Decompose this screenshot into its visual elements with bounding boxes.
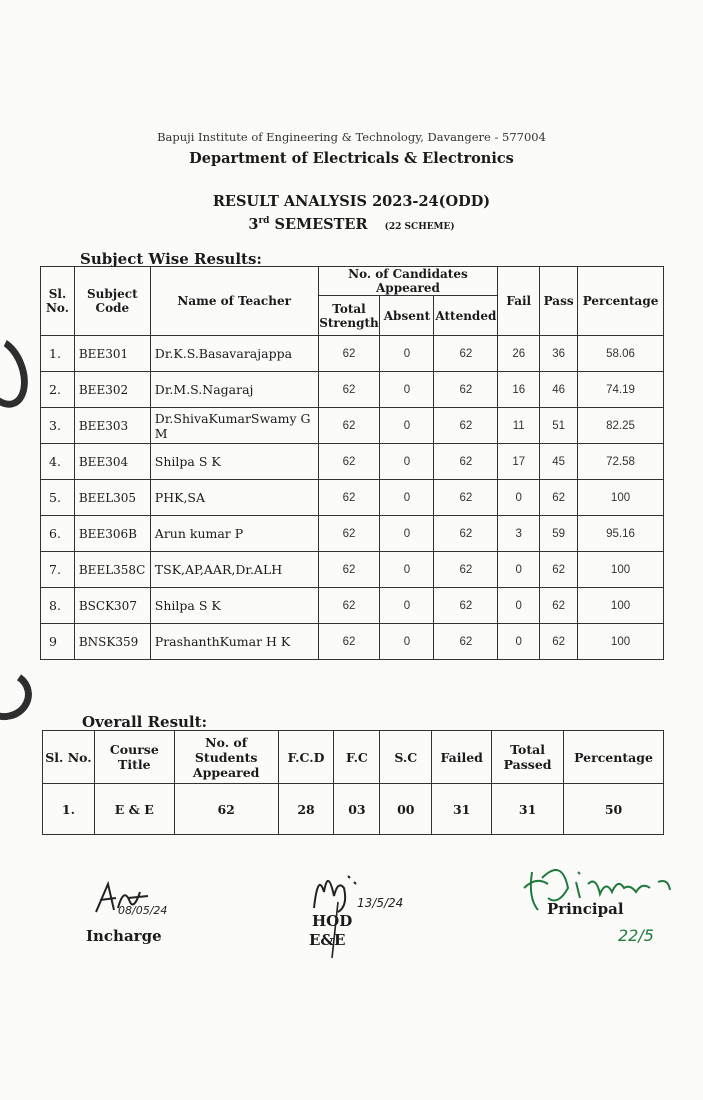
row-percentage: 95.16 [578,516,664,552]
row-absent: 0 [380,552,434,588]
row-teacher: Dr.K.S.Basavarajappa [150,336,318,372]
row-teacher: PHK,SA [150,480,318,516]
col-percentage: Percentage [578,267,664,336]
row-attended: 62 [434,408,498,444]
col-attended: Attended [434,296,498,336]
overall-sc: 00 [380,784,432,835]
overall-col-percentage: Percentage [564,731,664,784]
binder-ring-bottom [0,666,36,725]
semester-suffix: rd [258,216,270,227]
subject-section-heading: Subject Wise Results: [80,250,262,268]
row-attended: 62 [434,516,498,552]
incharge-label: Incharge [86,927,162,945]
table-row [41,552,664,588]
overall-course: E & E [94,784,174,835]
row-percentage: 82.25 [578,408,664,444]
row-pass: 62 [540,588,578,624]
row-percentage: 100 [578,552,664,588]
row-fail: 17 [498,444,540,480]
col-subject-code: Subject Code [74,267,150,336]
row-fail: 3 [498,516,540,552]
row-absent: 0 [380,372,434,408]
table-row [41,516,664,552]
row-absent: 0 [380,408,434,444]
row-percentage: 72.58 [578,444,664,480]
row-percentage: 100 [578,624,664,660]
semester-line [0,216,703,233]
row-teacher: Dr.M.S.Nagaraj [150,372,318,408]
table-row [41,336,664,372]
row-total-strength: 62 [318,588,380,624]
overall-col-passed: Total Passed [492,731,564,784]
row-attended: 62 [434,588,498,624]
table-row [41,480,664,516]
row-sl: 1. [41,336,75,372]
row-total-strength: 62 [318,372,380,408]
row-pass: 62 [540,552,578,588]
row-absent: 0 [380,444,434,480]
row-teacher: Dr.ShivaKumarSwamy G M [150,408,318,444]
overall-section-heading: Overall Result: [82,713,208,731]
table-row [41,588,664,624]
row-total-strength: 62 [318,408,380,444]
semester-word: SEMESTER [274,216,368,233]
row-fail: 26 [498,336,540,372]
overall-col-course: Course Title [94,731,174,784]
overall-failed: 31 [432,784,492,835]
row-pass: 51 [540,408,578,444]
overall-sl: 1. [43,784,95,835]
department-name: Department of Electricals & Electronics [189,150,514,167]
row-total-strength: 62 [318,516,380,552]
row-total-strength: 62 [318,552,380,588]
hod-dept: E&E [309,931,346,949]
document-title: RESULT ANALYSIS 2023-24(ODD) [212,193,491,210]
row-subject-code: BEE301 [74,336,150,372]
row-sl: 8. [41,588,75,624]
row-teacher: TSK,AP,AAR,Dr.ALH [150,552,318,588]
row-pass: 62 [540,624,578,660]
table-row [41,372,664,408]
row-percentage: 74.19 [578,372,664,408]
row-absent: 0 [380,588,434,624]
table-row [41,444,664,480]
principal-date: 22/5 [618,926,654,945]
row-total-strength: 62 [318,624,380,660]
row-subject-code: BEE306B [74,516,150,552]
row-teacher: Shilpa S K [150,588,318,624]
row-sl: 2. [41,372,75,408]
row-pass: 36 [540,336,578,372]
row-subject-code: BNSK359 [74,624,150,660]
col-pass: Pass [540,267,578,336]
row-fail: 11 [498,408,540,444]
row-teacher: Arun kumar P [150,516,318,552]
col-candidates-appeared: No. of Candidates Appeared [318,267,498,296]
row-attended: 62 [434,336,498,372]
row-sl: 5. [41,480,75,516]
overall-col-sc: S.C [380,731,432,784]
row-fail: 0 [498,552,540,588]
col-teacher: Name of Teacher [150,267,318,336]
row-sl: 9 [41,624,75,660]
overall-col-failed: Failed [432,731,492,784]
row-sl: 6. [41,516,75,552]
row-total-strength: 62 [318,480,380,516]
row-attended: 62 [434,624,498,660]
row-pass: 62 [540,480,578,516]
overall-passed: 31 [492,784,564,835]
table-row [41,408,664,444]
binder-ring-top [0,329,37,415]
row-percentage: 100 [578,588,664,624]
overall-appeared: 62 [174,784,278,835]
row-pass: 46 [540,372,578,408]
row-sl: 7. [41,552,75,588]
institute-name: Bapuji Institute of Engineering & Technology, Davangere - 577004 [157,130,546,144]
row-absent: 0 [380,480,434,516]
overall-col-fc: F.C [334,731,380,784]
row-pass: 59 [540,516,578,552]
row-attended: 62 [434,372,498,408]
row-teacher: PrashanthKumar H K [150,624,318,660]
row-absent: 0 [380,516,434,552]
row-percentage: 100 [578,480,664,516]
scheme-label: (22 SCHEME) [384,222,455,232]
table-row [41,624,664,660]
row-attended: 62 [434,552,498,588]
overall-fc: 03 [334,784,380,835]
overall-col-fcd: F.C.D [278,731,334,784]
incharge-date: 08/05/24 [118,904,168,917]
row-fail: 16 [498,372,540,408]
overall-results-table [42,730,664,835]
row-subject-code: BEE303 [74,408,150,444]
col-total-strength: Total Strength [318,296,380,336]
row-subject-code: BEE304 [74,444,150,480]
row-attended: 62 [434,480,498,516]
row-fail: 0 [498,480,540,516]
col-fail: Fail [498,267,540,336]
row-subject-code: BSCK307 [74,588,150,624]
row-percentage: 58.06 [578,336,664,372]
overall-fcd: 28 [278,784,334,835]
row-subject-code: BEEL305 [74,480,150,516]
row-subject-code: BEEL358C [74,552,150,588]
overall-percentage: 50 [564,784,664,835]
row-teacher: Shilpa S K [150,444,318,480]
semester-number: 3 [248,216,259,233]
subject-results-table [40,266,664,660]
col-absent: Absent [380,296,434,336]
row-pass: 45 [540,444,578,480]
principal-label: Principal [547,900,624,918]
row-absent: 0 [380,336,434,372]
overall-row [43,784,664,835]
overall-col-sl: Sl. No. [43,731,95,784]
row-subject-code: BEE302 [74,372,150,408]
col-sl: Sl. No. [41,267,75,336]
row-total-strength: 62 [318,444,380,480]
row-sl: 4. [41,444,75,480]
overall-col-appeared: No. of Students Appeared [174,731,278,784]
row-fail: 0 [498,588,540,624]
row-fail: 0 [498,624,540,660]
row-total-strength: 62 [318,336,380,372]
row-sl: 3. [41,408,75,444]
hod-signature-stroke [328,900,342,960]
hod-label: HOD [312,912,353,930]
hod-date: 13/5/24 [357,896,404,910]
row-absent: 0 [380,624,434,660]
row-attended: 62 [434,444,498,480]
